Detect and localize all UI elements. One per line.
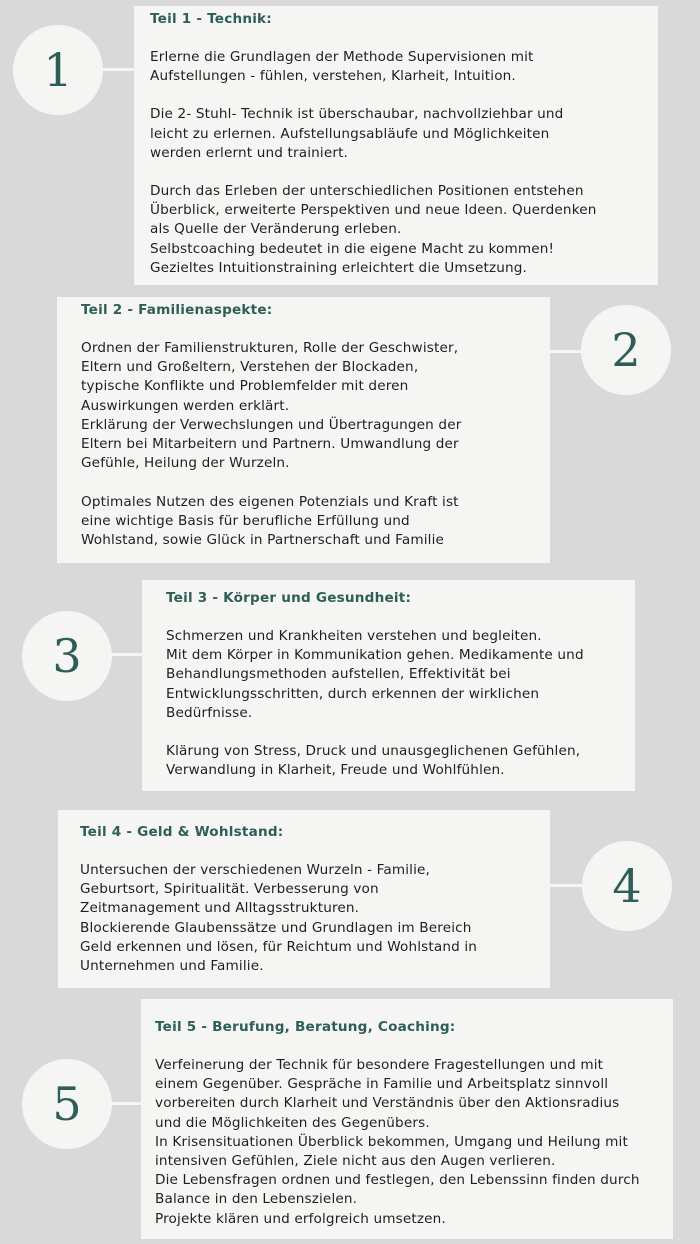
section-5-paragraph-1 bbox=[155, 1056, 669, 1229]
section-2-paragraph-1 bbox=[81, 339, 540, 473]
text-line: Entwicklungsschritten, durch erkennen der wirklichen bbox=[166, 685, 540, 702]
text-line: Eltern bei Mitarbeitern und Partnern. Umwandlung der bbox=[81, 436, 459, 453]
section-3-paragraph-1 bbox=[166, 627, 627, 723]
step-number-circle-3 bbox=[22, 611, 112, 701]
step-number-5: 5 bbox=[52, 1077, 82, 1131]
text-line: Unternehmen und Familie. bbox=[80, 958, 264, 975]
connector-line-5 bbox=[108, 1102, 144, 1105]
step-number-circle-5 bbox=[22, 1059, 112, 1149]
text-line: Blockierende Glaubenssätze und Grundlagen im Bereich bbox=[80, 919, 472, 936]
text-line: Auswirkungen werden erklärt. bbox=[81, 397, 290, 414]
text-line: Selbstcoaching bedeutet in die eigene Macht zu kommen! bbox=[150, 240, 555, 257]
step-number-2: 2 bbox=[611, 323, 641, 377]
text-line: Verfeinerung der Technik für besondere Fragestellungen und mit bbox=[155, 1057, 604, 1073]
text-line: Behandlungsmethoden aufstellen, Effektivität bei bbox=[166, 666, 511, 683]
text-line: Gezieltes Intuitionstraining erleichtert die Umsetzung. bbox=[150, 259, 528, 276]
text-line: Durch das Erleben der unterschiedlichen Positionen entstehen bbox=[150, 183, 584, 200]
section-title-4: Teil 4 - Geld & Wohlstand: bbox=[80, 824, 284, 840]
text-line: eine wichtige Basis für berufliche Erfüllung und bbox=[81, 512, 410, 529]
text-line: Gefühle, Heilung der Wurzeln. bbox=[81, 455, 290, 472]
section-title-2: Teil 2 - Familienaspekte: bbox=[81, 302, 273, 318]
section-card-4 bbox=[58, 810, 550, 988]
text-line: Bedürfnisse. bbox=[166, 704, 253, 721]
text-line: einem Gegenüber. Gespräche in Familie und Arbeitsplatz sinnvoll bbox=[155, 1076, 609, 1093]
section-1-paragraph-1 bbox=[150, 48, 646, 86]
text-line: Erlerne die Grundlagen der Methode Supervisionen mit bbox=[150, 49, 534, 65]
text-line: Optimales Nutzen des eigenen Potenzials und Kraft ist bbox=[81, 493, 459, 510]
text-line: Die Lebensfragen ordnen und festlegen, den Lebenssinn finden durch bbox=[155, 1172, 640, 1189]
text-line: Zeitmanagement und Alltagsstrukturen. bbox=[80, 900, 360, 917]
text-line: Die 2- Stuhl- Technik ist überschaubar, nachvollziehbar und bbox=[150, 106, 564, 123]
text-line: Ordnen der Familienstrukturen, Rolle der Geschwister, bbox=[81, 340, 459, 356]
text-line: Überblick, erweiterte Perspektiven und neue Ideen. Querdenken bbox=[150, 202, 597, 219]
text-line: Projekte klären und erfolgreich umsetzen. bbox=[155, 1210, 446, 1227]
text-line: Eltern und Großeltern, Verstehen der Blockaden, bbox=[81, 359, 419, 376]
step-number-circle-1 bbox=[13, 25, 103, 115]
section-card-1 bbox=[134, 6, 658, 285]
section-title-5: Teil 5 - Berufung, Beratung, Coaching: bbox=[155, 1019, 456, 1035]
text-line: Balance in den Lebenszielen. bbox=[155, 1191, 358, 1208]
text-line: Wohlstand, sowie Glück in Partnerschaft und Familie bbox=[81, 532, 445, 549]
text-line: Geburtsort, Spiritualität. Verbesserung von bbox=[80, 881, 379, 898]
text-line: Geld erkennen und lösen, für Reichtum und Wohlstand in bbox=[80, 938, 478, 955]
section-title-3: Teil 3 - Körper und Gesundheit: bbox=[166, 590, 412, 606]
section-title-1: Teil 1 - Technik: bbox=[150, 11, 272, 27]
section-4-paragraph-1 bbox=[80, 861, 540, 976]
connector-line-4 bbox=[548, 884, 584, 887]
section-card-3 bbox=[142, 580, 635, 791]
section-3-paragraph-2 bbox=[166, 742, 627, 780]
text-line: intensiven Gefühlen, Ziele nicht aus den Augen verlieren. bbox=[155, 1153, 556, 1170]
section-1-paragraph-2 bbox=[150, 105, 646, 163]
step-number-circle-2 bbox=[581, 305, 671, 395]
text-line: Schmerzen und Krankheiten verstehen und begleiten. bbox=[166, 628, 542, 644]
connector-line-2 bbox=[548, 350, 584, 353]
text-line: Erklärung der Verwechslungen und Übertragungen der bbox=[81, 416, 462, 433]
section-card-5 bbox=[141, 999, 673, 1239]
text-line: In Krisensituationen Überblick bekommen, Umgang und Heilung mit bbox=[155, 1133, 628, 1150]
text-line: als Quelle der Veränderung erleben. bbox=[150, 221, 402, 238]
text-line: Mit dem Körper in Kommunikation gehen. Medikamente und bbox=[166, 647, 584, 664]
text-line: Verwandlung in Klarheit, Freude und Wohlfühlen. bbox=[166, 762, 505, 779]
step-number-1: 1 bbox=[43, 43, 73, 97]
text-line: Klärung von Stress, Druck und unausgeglichenen Gefühlen, bbox=[166, 743, 581, 760]
section-1-paragraph-3 bbox=[150, 182, 646, 278]
text-line: werden erlernt und trainiert. bbox=[150, 144, 349, 161]
connector-line-3 bbox=[108, 653, 144, 656]
text-line: leicht zu erlernen. Aufstellungsabläufe und Möglichkeiten bbox=[150, 125, 550, 142]
connector-line-1 bbox=[100, 68, 136, 71]
step-number-4: 4 bbox=[612, 859, 642, 913]
text-line: vorbereiten durch Klarheit und Verständnis über den Aktionsradius bbox=[155, 1095, 620, 1112]
section-2-paragraph-2 bbox=[81, 493, 540, 551]
text-line: Untersuchen der verschiedenen Wurzeln - Familie, bbox=[80, 862, 431, 878]
step-number-3: 3 bbox=[52, 629, 82, 683]
step-number-circle-4 bbox=[582, 841, 672, 931]
text-line: typische Konflikte und Problemfelder mit deren bbox=[81, 378, 409, 395]
text-line: Aufstellungen - fühlen, verstehen, Klarheit, Intuition. bbox=[150, 68, 516, 85]
text-line: und die Möglichkeiten des Gegenübers. bbox=[155, 1114, 430, 1131]
section-card-2 bbox=[57, 297, 550, 563]
